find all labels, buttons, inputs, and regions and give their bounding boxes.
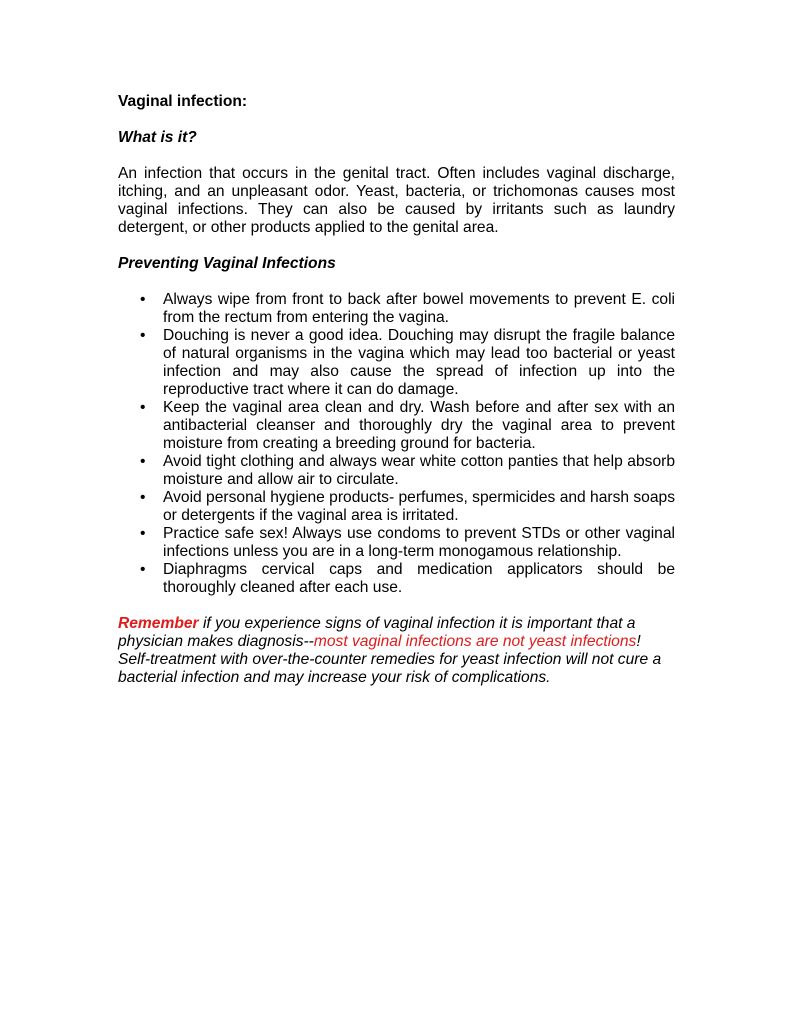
remember-highlight: most vaginal infections are not yeast infections (313, 633, 637, 650)
bullet-icon: • (140, 525, 146, 542)
document-page (118, 93, 675, 687)
bullet-icon: • (140, 291, 146, 308)
bullet-icon: • (140, 489, 146, 506)
list-item-text: Avoid personal hygiene products- perfumes, spermicides and harsh soaps or detergents if the vaginal area is irritated. (163, 489, 675, 524)
list-item-text: Avoid tight clothing and always wear white cotton panties that help absorb moisture and allow air to circulate. (163, 453, 675, 488)
bullet-icon: • (140, 327, 146, 344)
list-item-text: Douching is never a good idea. Douching may disrupt the fragile balance of natural organisms in the vagina which may lead too bacterial or yeast infection and may also cause the spread of infection up into the reproductive tract where it can do damage. (163, 327, 675, 398)
what-is-it-heading: What is it? (118, 129, 197, 146)
document-title: Vaginal infection: (118, 93, 248, 110)
remember-text-part1: if you experience signs of vaginal infection it is important that a physician makes diagnosis-- (118, 615, 636, 650)
what-is-it-paragraph: An infection that occurs in the genital tract. Often includes vaginal discharge, itching, and an unpleasant odor. Yeast, bacteria, or trichomonas causes most vaginal infections. They can also be caused by irritants such as laundry detergent, or other products applied to the genital area. (118, 165, 675, 236)
prevention-heading: Preventing Vaginal Infections (118, 255, 336, 272)
list-item (118, 453, 675, 489)
bullet-icon: • (140, 561, 146, 578)
list-item-text: Diaphragms cervical caps and medication applicators should be thoroughly cleaned after each use. (163, 561, 675, 596)
list-item-text: Practice safe sex! Always use condoms to prevent STDs or other vaginal infections unless you are in a long-term monogamous relationship. (163, 525, 675, 560)
bullet-icon: • (140, 399, 146, 416)
list-item (118, 399, 675, 453)
bullet-icon: • (140, 453, 146, 470)
list-item-text: Always wipe from front to back after bowel movements to prevent E. coli from the rectum from entering the vagina. (163, 291, 675, 326)
list-item (118, 489, 675, 525)
list-item (118, 561, 675, 597)
list-item (118, 327, 675, 399)
remember-note (118, 615, 675, 687)
list-item (118, 291, 675, 327)
prevention-list (118, 291, 675, 597)
list-item (118, 525, 675, 561)
remember-label: Remember (118, 615, 199, 632)
remember-text-part2: ! Self-treatment with over-the-counter remedies for yeast infection will not cure a bacterial infection and may increase your risk of complications. (118, 633, 662, 686)
list-item-text: Keep the vaginal area clean and dry. Wash before and after sex with an antibacterial cleanser and thoroughly dry the vaginal area to prevent moisture from creating a breeding ground for bacteria. (163, 399, 675, 452)
